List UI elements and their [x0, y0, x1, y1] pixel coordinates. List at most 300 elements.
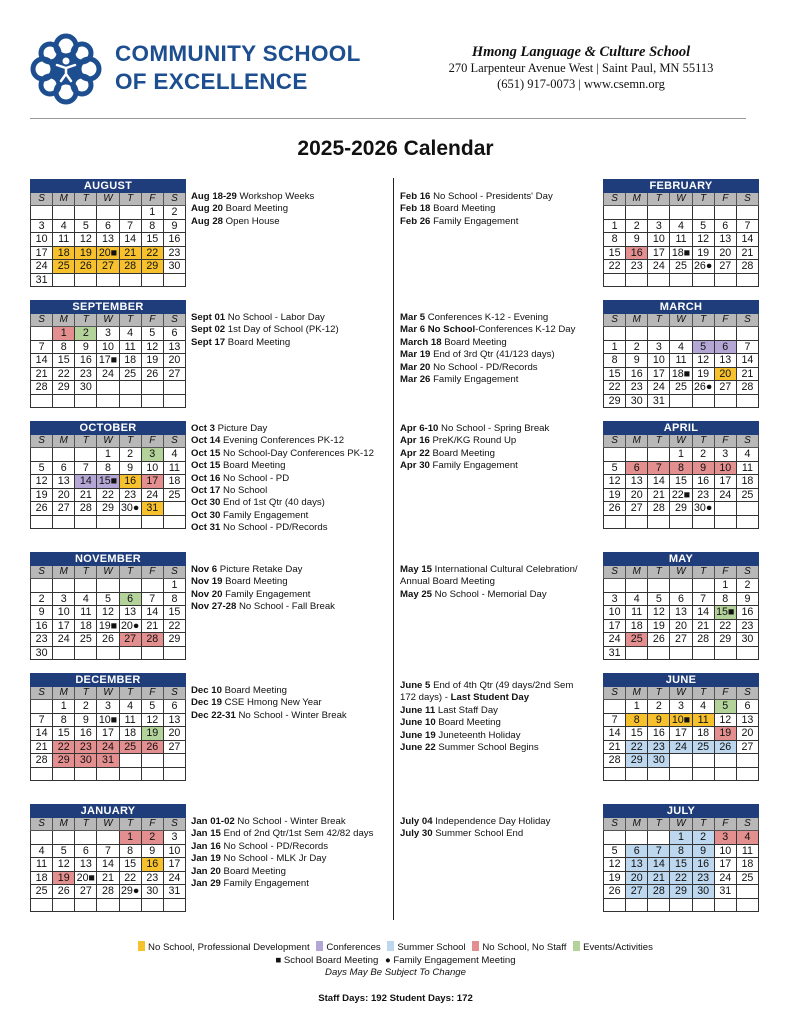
event-line — [191, 522, 374, 534]
day-cell — [97, 899, 119, 913]
day-cell: 20 — [715, 247, 737, 261]
event-text: End of 2nd Qtr/1st Sem 42/82 days — [220, 828, 374, 840]
day-cell — [164, 899, 186, 913]
event-line — [191, 841, 373, 853]
day-cell: 23 — [120, 489, 142, 503]
day-cell — [164, 274, 186, 288]
day-cell — [626, 647, 648, 661]
day-cell — [670, 754, 692, 768]
day-cell: 8 — [53, 341, 75, 355]
event-line — [400, 448, 549, 460]
day-cell: 17■ — [97, 354, 119, 368]
weekday-label: W — [670, 687, 692, 700]
day-cell: 16 — [626, 247, 648, 261]
weekday-label: W — [670, 435, 692, 448]
event-text: Family Engagement — [430, 215, 519, 227]
day-cell: 21 — [693, 620, 715, 634]
weekday-label: F — [142, 818, 164, 831]
day-cell: 1 — [97, 448, 119, 462]
event-line — [400, 435, 549, 447]
day-cell — [648, 899, 670, 913]
day-cell: 24 — [97, 368, 119, 382]
weekday-label: T — [75, 193, 97, 206]
weekday-label: W — [97, 435, 119, 448]
day-cell: 24 — [142, 489, 164, 503]
weekday-label: T — [75, 435, 97, 448]
day-cell: 11 — [120, 341, 142, 355]
day-cell — [142, 754, 164, 768]
day-cell — [75, 274, 97, 288]
school-name-line1: COMMUNITY SCHOOL — [115, 41, 361, 66]
day-cell — [737, 899, 759, 913]
day-cell: 27 — [715, 260, 737, 274]
day-cell — [75, 831, 97, 845]
day-cell: 3 — [53, 593, 75, 607]
day-cell — [164, 381, 186, 395]
month-august — [30, 179, 186, 287]
day-cell: 10■ — [97, 714, 119, 728]
day-cell: 11 — [670, 354, 692, 368]
day-cell: 23 — [737, 620, 759, 634]
day-cell: 27 — [737, 741, 759, 755]
weekday-label: F — [715, 687, 737, 700]
day-cell: 11 — [164, 462, 186, 476]
event-date: Aug 28 — [191, 215, 223, 227]
day-cell: 12 — [604, 475, 626, 489]
event-text: Picture Retake Day — [217, 564, 303, 575]
day-cell — [715, 395, 737, 409]
day-cell: 20 — [670, 620, 692, 634]
day-cell: 11 — [31, 858, 53, 872]
day-cell: 19 — [142, 727, 164, 741]
weekday-label: W — [670, 818, 692, 831]
month-title: JULY — [603, 804, 759, 818]
day-cell: 23 — [142, 872, 164, 886]
event-date: Oct 30 — [191, 497, 221, 509]
weekday-label: F — [715, 193, 737, 206]
event-line — [400, 742, 573, 754]
day-cell: 28 — [737, 381, 759, 395]
event-line — [400, 349, 575, 361]
day-cell: 8 — [604, 354, 626, 368]
event-text: Open House — [223, 215, 280, 227]
day-cell — [693, 768, 715, 782]
event-line — [400, 460, 549, 472]
weekday-label: T — [648, 435, 670, 448]
weekday-label: M — [53, 818, 75, 831]
day-cell — [604, 448, 626, 462]
event-line — [400, 680, 573, 692]
day-cell: 28 — [31, 381, 53, 395]
legend-label-yellow: No School, Professional Development — [148, 942, 310, 953]
weekday-label: F — [142, 435, 164, 448]
day-cell — [604, 899, 626, 913]
event-text: Family Engagement — [222, 588, 311, 600]
weekday-label: S — [737, 193, 759, 206]
day-cell: 19 — [604, 872, 626, 886]
day-cell: 14 — [31, 727, 53, 741]
legend-item-yellow — [138, 942, 310, 953]
day-cell: 7 — [737, 341, 759, 355]
day-cell — [670, 768, 692, 782]
day-cell: 27 — [715, 381, 737, 395]
day-cell: 21 — [142, 620, 164, 634]
day-cell: 31 — [648, 395, 670, 409]
day-cell: 16 — [120, 475, 142, 489]
day-cell — [31, 831, 53, 845]
weekday-label: M — [626, 193, 648, 206]
day-cell: 21 — [648, 872, 670, 886]
day-cell — [715, 274, 737, 288]
day-cell: 5 — [693, 220, 715, 234]
day-cell — [120, 647, 142, 661]
weekday-label: S — [164, 314, 186, 327]
day-cell: 1 — [120, 831, 142, 845]
event-text: No School - Presidents' Day — [430, 191, 553, 202]
event-text: No School - Memorial Day — [432, 588, 547, 600]
event-date: Oct 3 — [191, 423, 215, 434]
events-right-block — [400, 680, 573, 754]
event-date: Dec 10 — [191, 685, 222, 696]
day-cell: 8 — [670, 845, 692, 859]
school-logo-icon — [30, 33, 102, 105]
day-cell — [31, 579, 53, 593]
day-cell — [142, 274, 164, 288]
day-cell: 12 — [715, 714, 737, 728]
day-cell: 20● — [120, 620, 142, 634]
weekday-label: W — [670, 566, 692, 579]
day-cell: 10 — [97, 341, 119, 355]
event-text: Board Meeting — [441, 336, 507, 348]
day-cell — [53, 579, 75, 593]
day-cell: 14 — [75, 475, 97, 489]
day-cell: 28 — [604, 754, 626, 768]
weekday-label: F — [715, 818, 737, 831]
event-text: Board Meeting — [435, 717, 501, 729]
day-cell — [604, 579, 626, 593]
day-cell: 30 — [648, 754, 670, 768]
weekday-label: W — [97, 818, 119, 831]
day-cell: 3 — [670, 700, 692, 714]
day-cell: 30 — [142, 885, 164, 899]
weekday-label: T — [648, 566, 670, 579]
weekday-label: T — [648, 314, 670, 327]
day-cell: 11 — [626, 606, 648, 620]
day-cell: 4 — [670, 220, 692, 234]
day-cell: 6 — [626, 845, 648, 859]
day-cell: 7 — [648, 462, 670, 476]
event-text: End of 3rd Qtr (41/123 days) — [430, 349, 555, 361]
day-cell — [97, 647, 119, 661]
day-cell: 3 — [97, 327, 119, 341]
day-cell — [648, 768, 670, 782]
day-cell: 7 — [97, 845, 119, 859]
day-cell — [604, 516, 626, 530]
event-date: Apr 30 — [400, 460, 430, 472]
day-cell: 2 — [31, 593, 53, 607]
day-cell: 25 — [626, 633, 648, 647]
day-cell: 7 — [31, 341, 53, 355]
day-cell — [626, 327, 648, 341]
day-cell: 5 — [648, 593, 670, 607]
day-cell: 24 — [670, 741, 692, 755]
day-cell — [53, 448, 75, 462]
day-cell: 16 — [626, 368, 648, 382]
day-cell: 10 — [53, 606, 75, 620]
day-cell — [604, 831, 626, 845]
day-cell — [97, 579, 119, 593]
day-cell: 18■ — [670, 247, 692, 261]
page-header — [0, 0, 791, 120]
day-cell — [604, 206, 626, 220]
month-june — [603, 673, 759, 781]
day-cell: 12 — [97, 606, 119, 620]
day-cell — [737, 206, 759, 220]
day-cell — [737, 885, 759, 899]
contact-block — [420, 44, 742, 92]
event-text: No School - Winter Break — [235, 709, 347, 721]
event-date: Sept 01 — [191, 312, 226, 323]
day-cell: 7 — [737, 220, 759, 234]
month-march — [603, 300, 759, 408]
day-cell: 17 — [670, 727, 692, 741]
day-cell: 14 — [604, 727, 626, 741]
day-cell — [142, 381, 164, 395]
day-cell: 7 — [75, 462, 97, 476]
day-cell: 1 — [604, 220, 626, 234]
day-cell: 28 — [737, 260, 759, 274]
day-cell: 31 — [142, 502, 164, 516]
day-cell: 19 — [693, 368, 715, 382]
day-cell: 6 — [737, 700, 759, 714]
day-cell: 29 — [142, 260, 164, 274]
day-cell: 16 — [648, 727, 670, 741]
day-cell: 30● — [693, 502, 715, 516]
event-line — [400, 816, 550, 828]
day-cell: 21 — [648, 489, 670, 503]
day-cell: 17 — [53, 620, 75, 634]
legend-swatch-purple — [316, 941, 323, 951]
event-text: No School - MLK Jr Day — [220, 853, 327, 865]
event-date: Apr 16 — [400, 435, 430, 447]
day-cell: 3 — [648, 341, 670, 355]
event-text: Workshop Weeks — [236, 191, 315, 202]
day-cell: 31 — [604, 647, 626, 661]
day-cell: 5 — [142, 700, 164, 714]
day-cell: 6 — [715, 220, 737, 234]
day-cell: 20 — [164, 727, 186, 741]
day-cell: 10 — [164, 845, 186, 859]
weekday-label: T — [75, 818, 97, 831]
day-cell — [626, 516, 648, 530]
events-left-block — [191, 191, 314, 228]
day-cell: 1 — [604, 341, 626, 355]
weekday-label: S — [737, 818, 759, 831]
weekday-header — [603, 193, 759, 206]
day-cell — [693, 206, 715, 220]
day-cell: 19 — [31, 489, 53, 503]
day-cell: 15 — [604, 368, 626, 382]
day-cell: 28 — [142, 633, 164, 647]
month-october — [30, 421, 186, 529]
day-cell: 14 — [737, 354, 759, 368]
legend-swatch-yellow — [138, 941, 145, 951]
day-cell — [715, 754, 737, 768]
event-text: 172 days) - — [400, 692, 451, 704]
day-cell: 7 — [142, 593, 164, 607]
day-cell: 18 — [120, 354, 142, 368]
day-cell: 16 — [75, 354, 97, 368]
day-cell: 12 — [75, 233, 97, 247]
day-cell: 13 — [626, 858, 648, 872]
day-cell: 4 — [75, 593, 97, 607]
legend-row-colors — [0, 941, 791, 955]
event-line — [191, 685, 347, 697]
day-cell — [97, 274, 119, 288]
weekday-label: S — [737, 435, 759, 448]
legend-board-meeting: ■ School Board Meeting — [275, 954, 379, 966]
page-title: 2025-2026 Calendar — [297, 137, 494, 160]
day-cell: 18 — [693, 727, 715, 741]
day-cell — [715, 327, 737, 341]
day-cell: 4 — [737, 448, 759, 462]
events-right-block — [400, 423, 549, 473]
event-text: Annual Board Meeting — [400, 576, 495, 588]
day-cell — [53, 206, 75, 220]
event-date: June 19 — [400, 729, 436, 741]
month-title: JUNE — [603, 673, 759, 687]
event-line — [191, 435, 374, 447]
day-cell: 21 — [120, 247, 142, 261]
weekday-label: S — [164, 435, 186, 448]
weekday-label: S — [31, 314, 53, 327]
event-text: -Conferences K-12 Day — [475, 324, 576, 336]
day-cell: 18 — [626, 620, 648, 634]
event-date: July 30 — [400, 828, 433, 840]
day-cell — [670, 327, 692, 341]
event-text: Juneteenth Holiday — [435, 729, 521, 741]
day-cell: 24 — [31, 260, 53, 274]
day-cell: 4 — [164, 448, 186, 462]
day-cell: 29 — [97, 502, 119, 516]
day-cell — [164, 502, 186, 516]
day-cell: 2 — [75, 327, 97, 341]
day-cell: 6 — [164, 327, 186, 341]
events-left-block — [191, 816, 373, 890]
day-cell: 7 — [648, 845, 670, 859]
event-line — [400, 337, 575, 349]
day-cell: 27 — [120, 633, 142, 647]
day-cell: 15 — [53, 727, 75, 741]
day-cell — [737, 516, 759, 530]
weekday-label: F — [142, 566, 164, 579]
day-cell: 18 — [31, 872, 53, 886]
day-cell: 19■ — [97, 620, 119, 634]
day-cell: 3 — [164, 831, 186, 845]
event-date: Dec 19 — [191, 697, 222, 709]
day-cell: 26● — [693, 260, 715, 274]
day-cell: 18 — [120, 727, 142, 741]
day-cell — [120, 579, 142, 593]
day-cell — [648, 327, 670, 341]
event-text: Board Meeting — [223, 203, 289, 215]
event-text: Picture Day — [215, 423, 268, 434]
month-title: OCTOBER — [30, 421, 186, 435]
event-text: Family Engagement — [220, 878, 309, 890]
day-cell — [120, 381, 142, 395]
day-cell: 4 — [626, 593, 648, 607]
day-cell: 8 — [164, 593, 186, 607]
day-cell — [75, 448, 97, 462]
day-cell — [737, 647, 759, 661]
legend-item-red — [472, 942, 566, 953]
day-cell: 17 — [648, 247, 670, 261]
day-cell: 8 — [142, 220, 164, 234]
day-cell: 16 — [693, 475, 715, 489]
day-cell: 2 — [626, 220, 648, 234]
day-cell: 13 — [670, 606, 692, 620]
weekday-label: T — [75, 566, 97, 579]
day-cell: 5 — [715, 700, 737, 714]
weekday-header — [30, 435, 186, 448]
day-cell: 23 — [626, 260, 648, 274]
month-february — [603, 179, 759, 287]
day-cell — [737, 274, 759, 288]
day-cell: 27 — [53, 502, 75, 516]
day-cell: 8 — [604, 233, 626, 247]
day-cell: 19 — [604, 489, 626, 503]
legend-item-green — [573, 942, 653, 953]
day-cell — [626, 206, 648, 220]
day-cell — [142, 516, 164, 530]
day-cell — [75, 516, 97, 530]
event-line — [191, 460, 374, 472]
event-line — [400, 705, 573, 717]
day-cell — [626, 274, 648, 288]
day-cell: 9 — [120, 462, 142, 476]
day-grid — [30, 831, 186, 912]
day-cell — [648, 831, 670, 845]
event-text: Board Meeting — [225, 336, 291, 348]
day-cell — [648, 516, 670, 530]
weekday-label: W — [97, 193, 119, 206]
day-cell: 1 — [53, 700, 75, 714]
event-date: Feb 26 — [400, 215, 431, 227]
day-cell: 15 — [670, 475, 692, 489]
day-cell: 10 — [648, 233, 670, 247]
month-july — [603, 804, 759, 912]
day-cell: 26 — [142, 368, 164, 382]
day-cell: 25 — [670, 260, 692, 274]
event-line — [191, 601, 335, 613]
day-cell: 19 — [142, 354, 164, 368]
day-cell: 29 — [626, 754, 648, 768]
legend-label-green: Events/Activities — [583, 942, 653, 953]
event-text: No School - Fall Break — [236, 601, 335, 613]
day-cell: 15 — [626, 727, 648, 741]
event-date: Oct 17 — [191, 485, 221, 497]
day-cell: 23 — [648, 741, 670, 755]
day-cell — [670, 899, 692, 913]
day-cell — [75, 647, 97, 661]
event-text: Board Meeting — [429, 447, 495, 459]
day-cell: 26 — [142, 741, 164, 755]
day-cell: 6 — [97, 220, 119, 234]
day-cell — [53, 647, 75, 661]
day-cell: 6 — [120, 593, 142, 607]
day-cell: 18 — [75, 620, 97, 634]
day-cell: 2 — [164, 206, 186, 220]
